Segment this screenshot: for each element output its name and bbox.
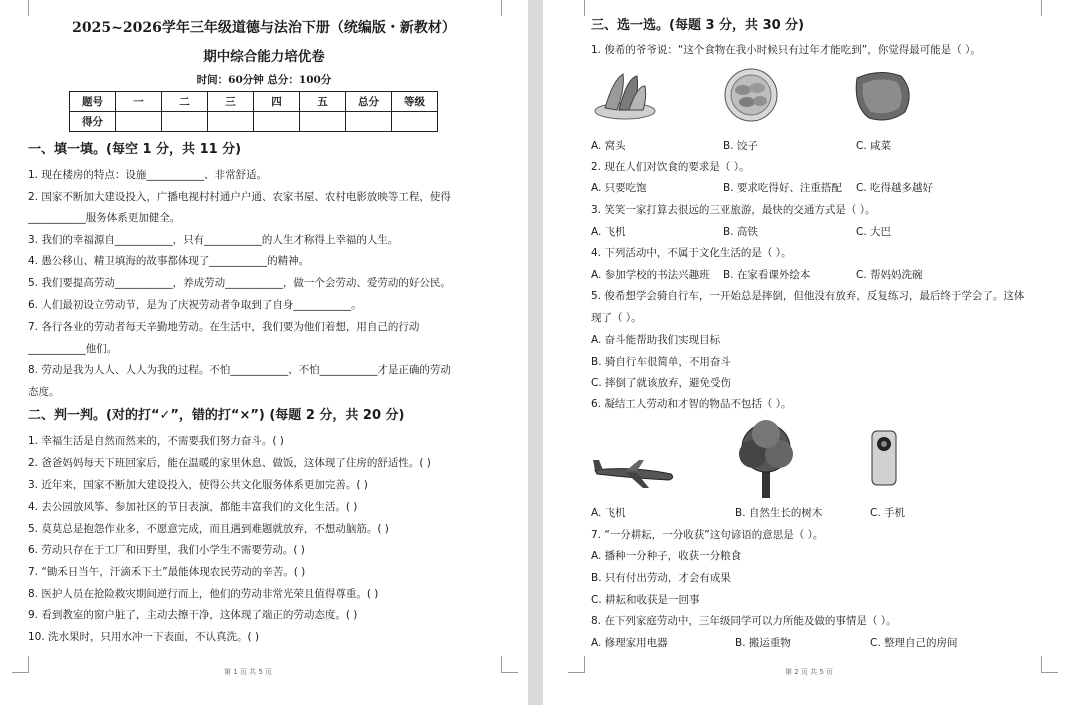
question-line: 3. 我们的幸福源自___________，只有___________的人生才称得上幸福的人生。 [28, 234, 399, 246]
tree-icon [731, 418, 801, 500]
section-3-heading: 三、选一选。(每题 3 分，共 30 分) [591, 18, 805, 33]
section-1-heading: 一、填一填。(每空 1 分，共 11 分) [28, 142, 242, 157]
page-1 [0, 0, 528, 705]
option: B. 要求吃得好、注重搭配 [723, 182, 842, 194]
score-header: 二 [162, 92, 208, 112]
option: B. 自然生长的树木 [735, 507, 823, 519]
question-line: 8. 医护人员在抢险救灾期间逆行而上，他们的劳动非常光荣且值得尊重。( ) [28, 588, 379, 600]
question-line: 3. 笑笑一家打算去很远的三亚旅游，最快的交通方式是（ ）。 [591, 204, 876, 216]
score-header: 题号 [70, 92, 116, 112]
question-line: 7. 各行各业的劳动者每天辛勤地劳动。在生活中，我们要为他们着想，用自己的行动 [28, 321, 420, 333]
dumplings-icon [723, 66, 779, 124]
pickle-icon [849, 66, 915, 126]
option: C. 整理自己的房间 [870, 637, 958, 649]
score-cell[interactable] [162, 112, 208, 132]
crop-mark [12, 656, 29, 673]
question-line: 6. 劳动只存在于工厂和田野里，我们小学生不需要劳动。( ) [28, 544, 305, 556]
score-cell[interactable] [392, 112, 438, 132]
crop-mark [568, 656, 585, 673]
crop-mark [568, 0, 585, 16]
steamed-bun-icon [593, 68, 657, 124]
crop-mark [501, 0, 518, 16]
option: A. 参加学校的书法兴趣班 [591, 269, 710, 281]
option: A. 修理家用电器 [591, 637, 668, 649]
page-footer: 第 2 页 共 5 页 [785, 668, 834, 676]
question-line: 3. 近年来，国家不断加大建设投入，使得公共文化服务体系更加完善。( ) [28, 479, 368, 491]
option: A. 飞机 [591, 507, 626, 519]
option: B. 在家看课外绘本 [723, 269, 811, 281]
option: B. 搬运重物 [735, 637, 791, 649]
option: C. 耕耘和收获是一回事 [591, 594, 700, 606]
page-2 [543, 0, 1080, 705]
option: A. 奋斗能帮助我们实现目标 [591, 334, 721, 346]
option: C. 大巴 [856, 226, 892, 238]
question-line: 2. 爸爸妈妈每天下班回家后，能在温暖的家里休息、做饭，这体现了住房的舒适性。( ) [28, 457, 431, 469]
question-line: 7. “一分耕耘，一分收获”这句谚语的意思是（ ）。 [591, 529, 824, 541]
exam-meta: 时间：60分钟 总分：100分 [196, 74, 332, 86]
score-header: 一 [116, 92, 162, 112]
question-line: 1. 现在楼房的特点：设施___________、非常舒适。 [28, 169, 268, 181]
question-line: 2. 现在人们对饮食的要求是（ ）。 [591, 161, 750, 173]
question-line: 10. 洗水果时，只用水冲一下表面，不认真洗。( ) [28, 631, 260, 643]
option: A. 窝头 [591, 140, 626, 152]
question-line: 8. 在下列家庭劳动中，三年级同学可以力所能及做的事情是（ ）。 [591, 615, 897, 627]
page-gap [528, 0, 543, 705]
option: A. 播种一分种子，收获一分粮食 [591, 550, 742, 562]
score-row-label: 得分 [70, 112, 116, 132]
question-line: 4. 下列活动中，不属于文化生活的是（ ）。 [591, 247, 792, 259]
question-line: 5. 莫莫总是抱怨作业多，不愿意完成，而且遇到难题就放弃，不想动脑筋。( ) [28, 523, 389, 535]
crop-mark [1041, 0, 1058, 16]
score-cell[interactable] [300, 112, 346, 132]
question-line: 6. 凝结工人劳动和才智的物品不包括（ ）。 [591, 398, 792, 410]
airplane-icon [591, 452, 677, 492]
option: B. 饺子 [723, 140, 758, 152]
question-line: 8. 劳动是我为人人、人人为我的过程。不怕___________、不怕___________才是正确的劳动 [28, 364, 451, 376]
score-cell[interactable] [346, 112, 392, 132]
option: C. 吃得越多越好 [856, 182, 934, 194]
option: C. 摔倒了就该放弃，避免受伤 [591, 377, 732, 389]
score-header: 三 [208, 92, 254, 112]
page-title: 2025~2026学年三年级道德与法治下册（统编版・新教材） [72, 20, 456, 36]
question-line: 5. 我们要提高劳动___________，养成劳动___________，做一个会劳动、爱劳动的好公民。 [28, 277, 451, 289]
option: C. 咸菜 [856, 140, 892, 152]
option: A. 飞机 [591, 226, 626, 238]
question-line: ___________他们。 [28, 343, 118, 355]
crop-mark [1041, 656, 1058, 673]
score-header: 四 [254, 92, 300, 112]
question-line: 2. 国家不断加大建设投入，广播电视村村通户户通、农家书屋、农村电影放映等工程，使得 [28, 191, 451, 203]
question-line: 1. 幸福生活是自然而然来的，不需要我们努力奋斗。( ) [28, 435, 284, 447]
option: A. 只要吃饱 [591, 182, 647, 194]
page-subtitle: 期中综合能力培优卷 [203, 49, 325, 65]
question-line: 4. 去公园放风筝、参加社区的节日表演，都能丰富我们的文化生活。( ) [28, 501, 358, 513]
phone-icon [871, 430, 897, 486]
score-table [69, 91, 438, 132]
section-2-heading: 二、判一判。(对的打“✓”，错的打“×”) (每题 2 分，共 20 分) [28, 408, 405, 423]
question-line: 4. 愚公移山、精卫填海的故事都体现了___________的精神。 [28, 255, 310, 267]
question-line: 现了（ ）。 [591, 312, 642, 324]
score-header: 五 [300, 92, 346, 112]
score-cell[interactable] [208, 112, 254, 132]
score-header: 等级 [392, 92, 438, 112]
option: C. 帮妈妈洗碗 [856, 269, 923, 281]
question-line: 7. “锄禾日当午，汗滴禾下土”最能体现农民劳动的辛苦。( ) [28, 566, 306, 578]
page-footer: 第 1 页 共 5 页 [224, 668, 273, 676]
question-line: 5. 俊希想学会骑自行车，一开始总是摔倒，但他没有放弃，反复练习，最后终于学会了。这体 [591, 290, 1025, 302]
score-cell[interactable] [254, 112, 300, 132]
question-line: ___________服务体系更加健全。 [28, 212, 181, 224]
question-line: 6. 人们最初设立劳动节，是为了庆祝劳动者争取到了自身___________。 [28, 299, 362, 311]
question-line: 态度。 [28, 386, 60, 398]
question-line: 1. 俊希的爷爷说：“这个食物在我小时候只有过年才能吃到”，你觉得最可能是（ ）。 [591, 44, 981, 56]
score-header: 总分 [346, 92, 392, 112]
option: C. 手机 [870, 507, 906, 519]
option: B. 只有付出劳动，才会有成果 [591, 572, 731, 584]
score-cell[interactable] [116, 112, 162, 132]
option: B. 骑自行车很简单，不用奋斗 [591, 356, 731, 368]
question-line: 9. 看到教室的窗户脏了，主动去擦干净，这体现了端正的劳动态度。( ) [28, 609, 358, 621]
option: B. 高铁 [723, 226, 758, 238]
crop-mark [501, 656, 518, 673]
crop-mark [12, 0, 29, 16]
